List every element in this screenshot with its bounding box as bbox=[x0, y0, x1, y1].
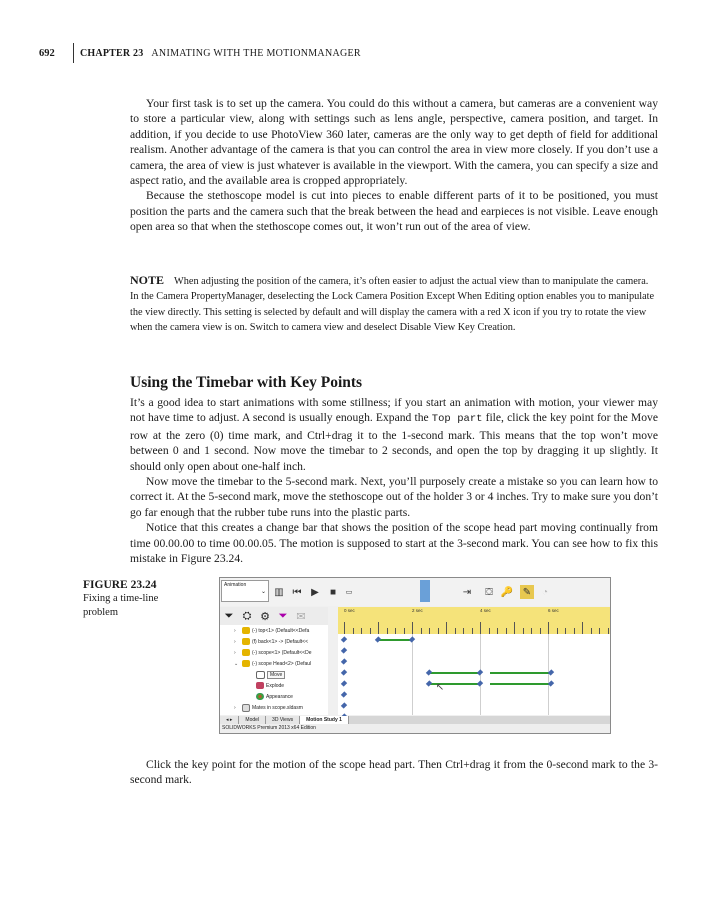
figure-number: FIGURE 23.24 bbox=[83, 579, 157, 591]
note-text: When adjusting the position of the camera, it’s often easier to adjust the actual view than to manipulate the camera. In the Camera PropertyManager, deselecting the Lock Camera Position Except When Editing option enables you to manipulate the view directly. This setting is selected by default and will display the camera with a red X icon if you try to rotate the view when the camera view is on. Switch to camera view and deselect Disable View Key Creation. bbox=[130, 276, 655, 334]
ruler-tick bbox=[523, 628, 524, 634]
ruler-tick bbox=[463, 628, 464, 634]
tab-3d-views[interactable]: 3D Views bbox=[266, 716, 300, 724]
ruler-tick bbox=[591, 628, 592, 634]
ruler-tick bbox=[489, 628, 490, 634]
key-point[interactable] bbox=[341, 702, 347, 708]
ruler-tick bbox=[344, 622, 345, 634]
tree-item[interactable] bbox=[234, 703, 303, 712]
mates-icon bbox=[242, 704, 250, 712]
expand-arrow-icon[interactable]: › bbox=[234, 627, 236, 634]
tree-item[interactable] bbox=[248, 670, 285, 679]
ruler-tick bbox=[387, 628, 388, 634]
ruler-tick bbox=[540, 628, 541, 634]
autokey-icon[interactable]: 🔑 bbox=[500, 586, 514, 598]
motion-feature-tree bbox=[220, 625, 328, 715]
ruler-tick bbox=[421, 628, 422, 634]
paragraph: Because the stethoscope model is cut into pieces to enable different parts of it to be positioned, you must position the parts and the camera such that the break between the head and earpieces is not visible. Leave enough open area so that when the stethoscope comes out, it won’t run out of the area of view. bbox=[130, 189, 658, 234]
part-icon bbox=[242, 627, 250, 634]
key-point[interactable] bbox=[375, 636, 381, 642]
key-point[interactable] bbox=[477, 680, 483, 686]
filter-icon[interactable]: ⏷ bbox=[224, 609, 234, 622]
tab-motion-study-1[interactable]: Motion Study 1 bbox=[300, 716, 349, 724]
ruler-tick bbox=[608, 628, 609, 634]
key-point[interactable] bbox=[341, 647, 347, 653]
ruler-tick bbox=[395, 628, 396, 634]
tree-item[interactable] bbox=[234, 626, 309, 635]
ruler-label: 4 sec bbox=[480, 608, 491, 613]
key-point[interactable] bbox=[341, 669, 347, 675]
paragraph bbox=[130, 395, 658, 474]
closing-paragraph-block bbox=[130, 757, 658, 788]
filter-animated-icon[interactable]: ⛭ bbox=[242, 609, 252, 622]
ruler-tick bbox=[582, 622, 583, 634]
expand-arrow-icon[interactable]: › bbox=[234, 649, 236, 656]
change-bar bbox=[378, 639, 412, 641]
ruler-tick bbox=[404, 628, 405, 634]
play-from-start-icon[interactable]: ⏮ bbox=[292, 586, 302, 598]
key-point[interactable] bbox=[426, 680, 432, 686]
ruler-tick bbox=[446, 622, 447, 634]
motor-icon[interactable]: ◔ bbox=[541, 586, 549, 598]
motion-toolbar bbox=[220, 578, 610, 606]
figure-caption bbox=[83, 578, 163, 620]
paragraph-text: It’s a good idea to start animations with some stillness; if you start an animation with motion, your viewer may not have time to adjust. A second is usually enough. Expand the bbox=[130, 396, 658, 425]
tree-item-label: Explode bbox=[266, 682, 285, 689]
ruler-tick bbox=[531, 628, 532, 634]
note-label: NOTE bbox=[130, 273, 165, 287]
ruler-tick bbox=[412, 622, 413, 634]
time-ruler[interactable] bbox=[338, 607, 610, 634]
tree-item[interactable] bbox=[234, 659, 311, 668]
ruler-tick bbox=[455, 628, 456, 634]
ruler-tick bbox=[438, 628, 439, 634]
header-divider bbox=[73, 43, 74, 63]
ruler-label: 6 sec bbox=[548, 608, 559, 613]
status-bar: SOLIDWORKS Premium 2013 x64 Edition bbox=[220, 724, 611, 733]
chevron-down-icon: ⌄ bbox=[260, 589, 266, 595]
animation-wizard-icon[interactable]: ⛋ bbox=[485, 586, 493, 598]
section-intro bbox=[130, 96, 658, 235]
play-icon[interactable]: ▶ bbox=[311, 586, 319, 598]
ruler-tick bbox=[565, 628, 566, 634]
section-timebar bbox=[130, 395, 658, 566]
tab-model[interactable]: Model bbox=[239, 716, 266, 724]
tree-item[interactable] bbox=[248, 681, 284, 690]
part-icon bbox=[242, 638, 250, 645]
inline-code: Top part bbox=[431, 413, 483, 426]
save-animation-icon[interactable]: ⇥ bbox=[462, 586, 472, 598]
ruler-tick bbox=[497, 628, 498, 634]
tree-item-label: Move bbox=[267, 671, 285, 679]
ruler-label: 0 sec bbox=[344, 608, 355, 613]
timeline-gridline bbox=[412, 634, 413, 715]
chapter-label: CHAPTER 23 bbox=[80, 47, 144, 59]
move-icon bbox=[256, 671, 265, 679]
paragraph: Click the key point for the motion of the scope head part. Then Ctrl+drag it from the 0-second mark to the 3-second mark. bbox=[130, 758, 658, 787]
ruler-tick bbox=[599, 628, 600, 634]
tree-item-label: (-) scope<1> (Default<<De bbox=[252, 649, 312, 656]
figure-caption-text: Fixing a time-line problem bbox=[83, 593, 159, 618]
ruler-tick bbox=[480, 622, 481, 634]
motionmanager-screenshot bbox=[219, 577, 611, 734]
key-point[interactable] bbox=[548, 680, 554, 686]
timeline-slider[interactable] bbox=[420, 580, 430, 602]
paragraph: Your first task is to set up the camera. You could do this without a camera, but cameras are a convenient way to store a particular view, along with settings such as lens angle, perspective, camera position, and target. In addition, if you decide to use PhotoView 360 later, cameras are the only way to get depth of field for additional realism. Another advantage of the camera is that you can control the area in view more closely. If you don’t use a camera, the area of view is just whatever is available in the viewport. With the camera, you can specify a size and aspect ratio, and the available area is cropped appropriately. bbox=[130, 97, 658, 188]
tree-item-label: (-) scope Head<2> (Defaul bbox=[252, 660, 312, 667]
paragraph: Notice that this creates a change bar that shows the position of the scope head part moving continually from time 00.00.00 to time 00.00.05. The motion is supposed to start at the 3-second mark. You can see how to fix this mistake in Figure 23.24. bbox=[130, 521, 658, 566]
explode-icon bbox=[256, 682, 264, 689]
key-point[interactable] bbox=[409, 636, 415, 642]
ruler-tick bbox=[361, 628, 362, 634]
ruler-tick bbox=[472, 628, 473, 634]
ruler-tick bbox=[574, 628, 575, 634]
tree-item[interactable] bbox=[234, 637, 308, 646]
ruler-label: 2 sec bbox=[412, 608, 423, 613]
part-icon bbox=[242, 660, 250, 667]
tree-item-label: (f) back<1> -> (Default<< bbox=[252, 638, 309, 645]
change-bar bbox=[490, 672, 551, 674]
part-icon bbox=[242, 649, 250, 656]
change-bar bbox=[429, 672, 480, 674]
key-point[interactable] bbox=[477, 669, 483, 675]
tree-item-label: (-) top<1> (Default<<Defa bbox=[252, 627, 310, 634]
key-point[interactable] bbox=[548, 669, 554, 675]
calculate-icon[interactable]: ▥ bbox=[274, 586, 284, 598]
add-key-icon[interactable]: ✎ bbox=[520, 585, 534, 599]
filter-results-icon[interactable]: ✉ bbox=[296, 610, 306, 623]
section-heading: Using the Timebar with Key Points bbox=[130, 374, 363, 391]
study-tabs bbox=[220, 716, 610, 724]
study-type-value: Animation bbox=[224, 582, 247, 588]
running-header bbox=[39, 42, 361, 64]
filter-selected-icon[interactable]: ⏷ bbox=[278, 609, 288, 622]
key-point[interactable] bbox=[341, 680, 347, 686]
key-point[interactable] bbox=[341, 658, 347, 664]
tree-item-label: Mates in scope.sldasm bbox=[252, 704, 303, 711]
tab-scroll-arrows[interactable]: ◂ ▸ bbox=[220, 716, 239, 724]
ruler-tick bbox=[378, 622, 379, 634]
ruler-tick bbox=[514, 622, 515, 634]
paragraph-text: file, click the key point for the Move row at the zero (0) time mark, and Ctrl+drag it to the 1-second mark. This means that the top won’t move between 0 and 1 second. Now move the timebar to 2 seconds, and open the top by dragging it up slightly. It should only open about one-half inch. bbox=[130, 411, 658, 473]
key-point[interactable] bbox=[426, 669, 432, 675]
study-type-select[interactable] bbox=[221, 580, 269, 602]
tree-item[interactable] bbox=[234, 648, 311, 657]
ruler-tick bbox=[429, 628, 430, 634]
stop-icon[interactable]: ■ bbox=[329, 586, 337, 598]
tree-filter-toolbar bbox=[220, 607, 328, 625]
mouse-cursor-icon: ↖ bbox=[435, 682, 445, 693]
paragraph: Now move the timebar to the 5-second mark. Next, you’ll purposely create a mistake so you can learn how to correct it. At the 5-second mark, move the stethoscope out of the holder 3 or 4 inches. Try to make sure you don’t go far enough that the rubber tube runs into the plastic parts. bbox=[130, 475, 658, 519]
tree-item-label: Appearance bbox=[266, 693, 293, 700]
ruler-tick bbox=[557, 628, 558, 634]
appearance-icon bbox=[256, 693, 264, 700]
ruler-tick bbox=[370, 628, 371, 634]
note-box bbox=[130, 273, 658, 336]
ruler-tick bbox=[548, 622, 549, 634]
filter-driving-icon[interactable]: ⚙ bbox=[260, 610, 270, 623]
key-point[interactable] bbox=[341, 691, 347, 697]
page-number: 692 bbox=[39, 47, 55, 59]
expand-arrow-icon[interactable]: › bbox=[234, 638, 236, 645]
key-point[interactable] bbox=[341, 636, 347, 642]
chapter-title: ANIMATING WITH THE MOTIONMANAGER bbox=[151, 47, 361, 59]
tree-item[interactable] bbox=[248, 692, 293, 701]
timeline-area[interactable] bbox=[338, 607, 610, 715]
change-bar bbox=[490, 683, 551, 685]
ruler-tick bbox=[353, 628, 354, 634]
expand-arrow-icon[interactable]: › bbox=[234, 704, 236, 711]
ruler-tick bbox=[506, 628, 507, 634]
expand-arrow-icon[interactable]: ⌄ bbox=[234, 660, 239, 667]
playback-speed-icon[interactable]: ▭ bbox=[345, 589, 353, 596]
